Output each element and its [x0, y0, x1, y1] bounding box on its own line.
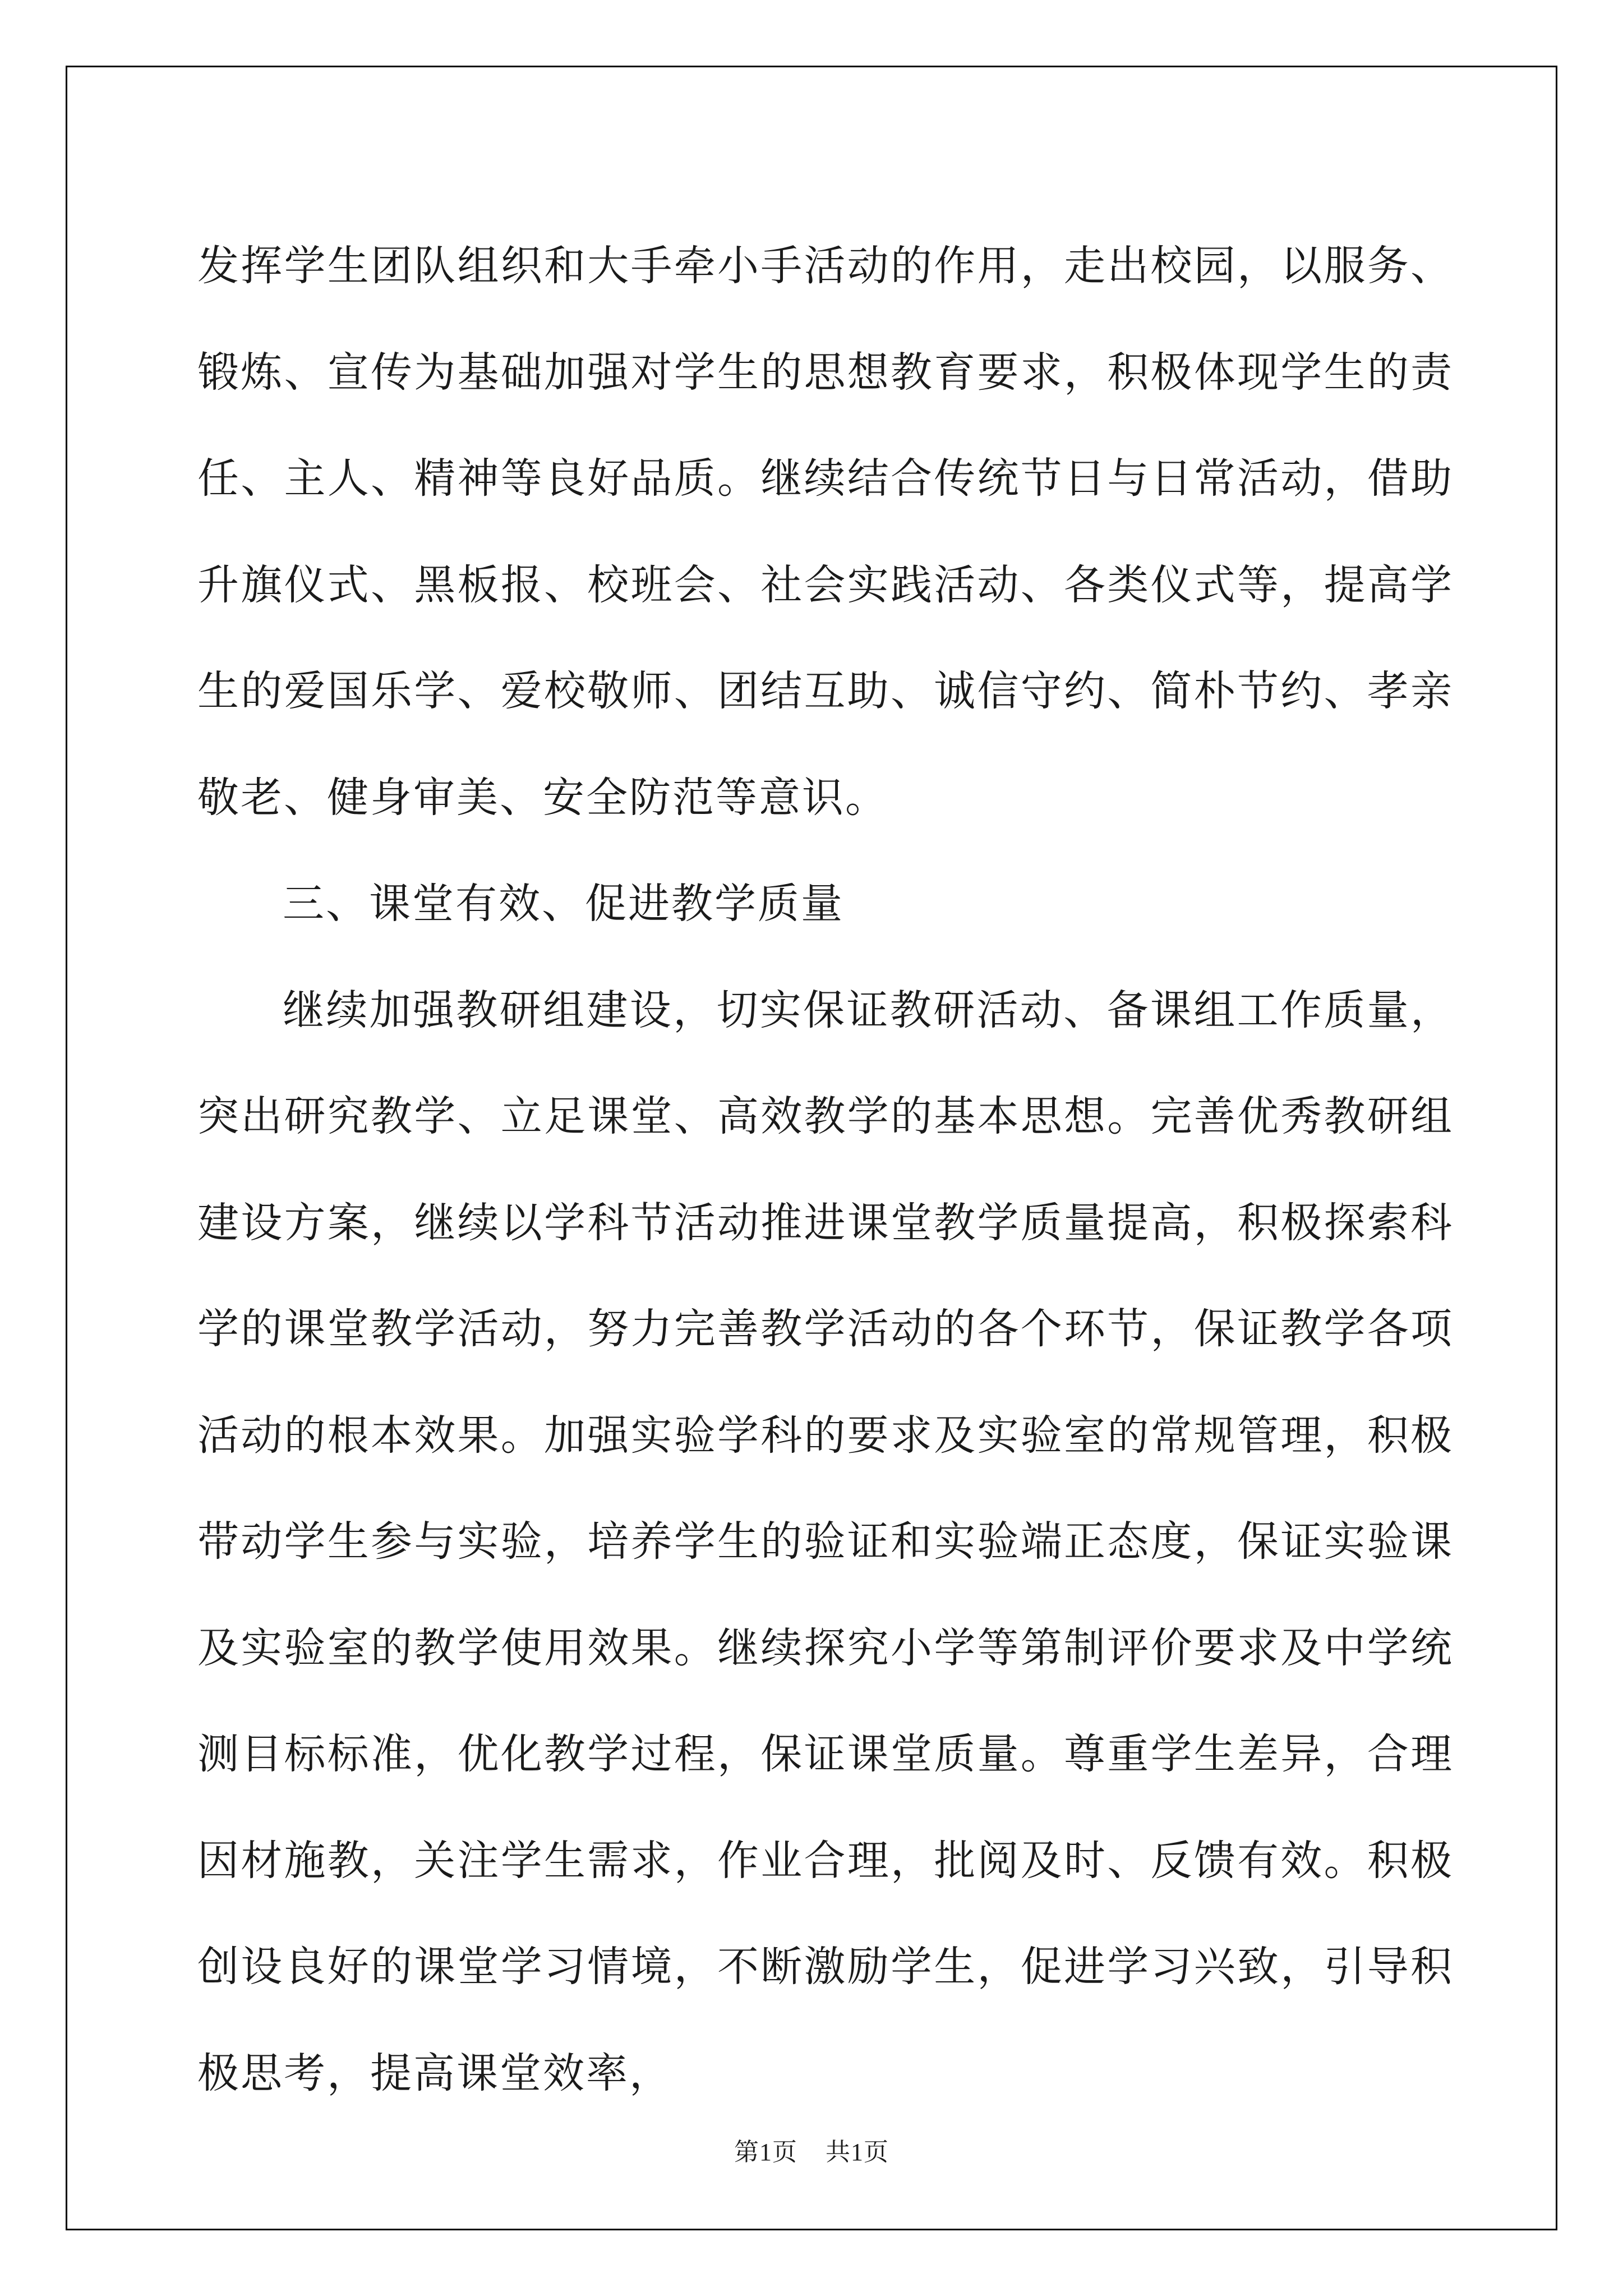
page-footer: [0, 2132, 1623, 2168]
document-body: [197, 213, 1454, 2127]
page-total: 共1页: [826, 2138, 889, 2166]
paragraph-1: 发挥学生团队组织和大手牵小手活动的作用，走出校园，以服务、锻炼、宣传为基础加强对学生的思想教育要求，积极体现学生的责任、主人、精神等良好品质。继续结合传统节日与日常活动，借助升旗仪式、黑板报、校班会、社会实践活动、各类仪式等，提高学生的爱国乐学、爱校敬师、团结互助、诚信守约、简朴节约、孝亲敬老、健身审美、安全防范等意识。: [197, 242, 1454, 822]
page-number: 第1页: [734, 2138, 797, 2166]
section-heading: 三、课堂有效、促进教学质量: [283, 880, 844, 928]
paragraph-2: 继续加强教研组建设，切实保证教研活动、备课组工作质量，突出研究教学、立足课堂、高效教学的基本思想。完善优秀教研组建设方案，继续以学科节活动推进课堂教学质量提高，积极探索科学的课堂教学活动，努力完善教学活动的各个环节，保证教学各项活动的根本效果。加强实验学科的要求及实验室的常规管理，积极带动学生参与实验，培养学生的验证和实验端正态度，保证实验课及实验室的教学使用效果。继续探究小学等第制评价要求及中学统测目标标准，优化教学过程，保证课堂质量。尊重学生差异，合理因材施教，关注学生需求，作业合理，批阅及时、反馈有效。积极创设良好的课堂学习情境，不断激励学生，促进学习兴致，引导积极思考，提高课堂效率，: [197, 986, 1454, 2097]
